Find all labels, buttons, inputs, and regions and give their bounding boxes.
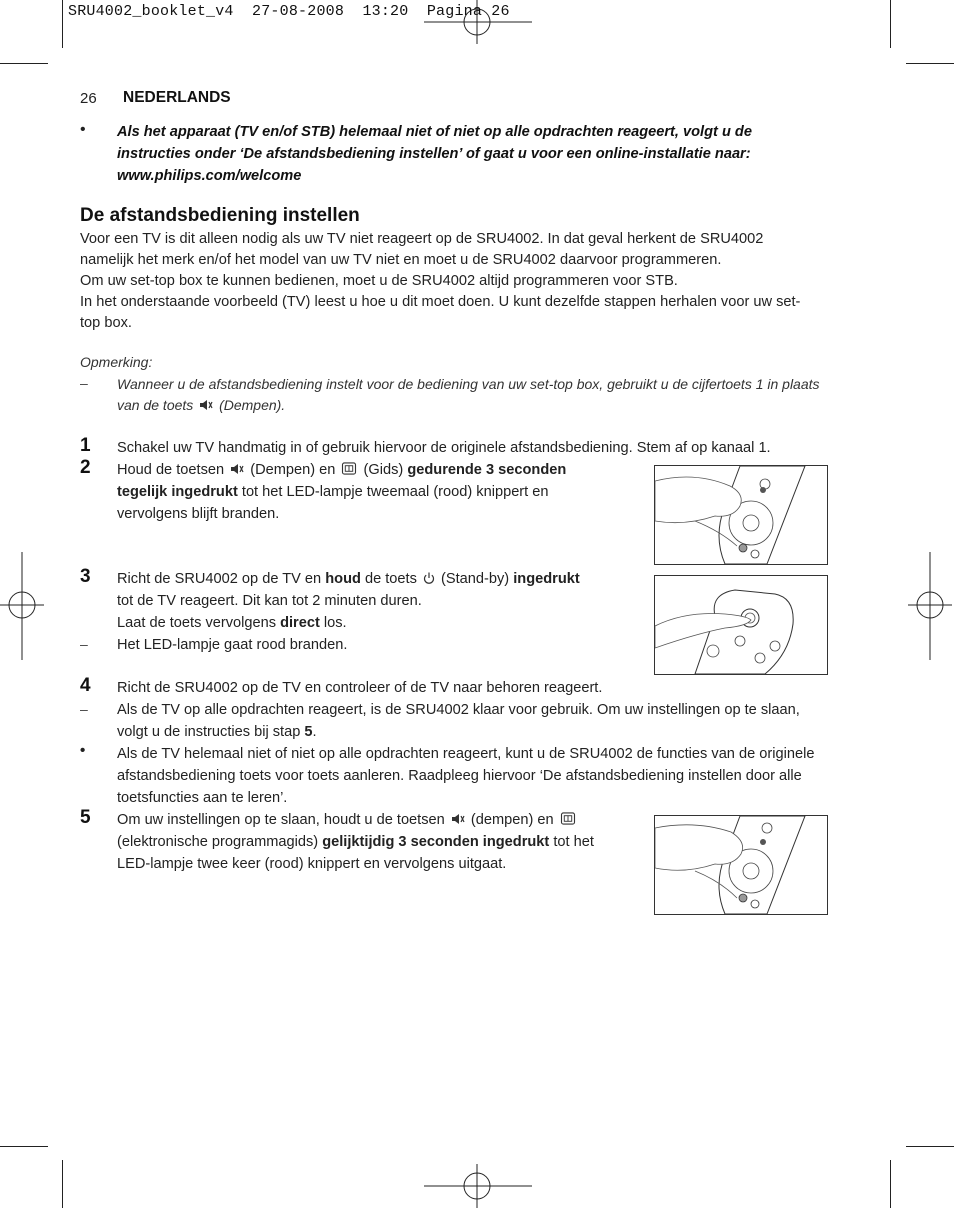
page-number: 26 (80, 90, 97, 107)
step-2-part: tot het LED-lampje tweemaal (rood) knippert en (241, 484, 549, 500)
step-3-part: Laat de toets vervolgens (117, 615, 277, 631)
mute-icon (451, 813, 465, 825)
note-text-part: (Dempen). (219, 397, 286, 413)
crop-mark (890, 0, 891, 48)
remote-hand-drawing (655, 816, 827, 914)
note-text (117, 374, 827, 416)
step-number: 4 (80, 675, 91, 696)
step-number: 2 (80, 457, 91, 478)
guide-icon (560, 812, 576, 825)
step-4-dash: – (80, 701, 88, 717)
step-2-emphasis: gedurende 3 seconden (407, 462, 567, 478)
note-text-part: Wanneer u de afstandsbediening instelt voor de bediening van uw set-top box, gebruikt u de cijfertoets 1 in plaats van de toets (117, 376, 820, 413)
crop-mark (0, 1146, 48, 1147)
step-number: 3 (80, 566, 91, 587)
illustration-hold-mute-guide (654, 465, 828, 565)
registration-mark-bottom (424, 1164, 532, 1208)
step-4-emphasis: 5 (304, 724, 313, 740)
crop-mark (890, 1160, 891, 1208)
step-5-part: (dempen) en (470, 812, 554, 828)
step-5-part: LED-lampje twee keer (rood) knippert en vervolgens uitgaat. (117, 856, 507, 872)
step-5-part: Om uw instellingen op te slaan, houdt u de toetsen (117, 812, 445, 828)
step-3-part: de toets (364, 571, 417, 587)
crop-mark (906, 1146, 954, 1147)
registration-mark-right (908, 552, 952, 660)
intro-paragraph: In het onderstaande voorbeeld (TV) leest u hoe u dit moet doen. U kunt dezelfde stappen herhalen voor uw set-top box. (80, 294, 801, 331)
bullet-symbol: • (80, 121, 86, 138)
step-5-part: tot het (553, 834, 594, 850)
print-slug: SRU4002_booklet_v4 27-08-2008 13:20 Pagina 26 (68, 3, 510, 20)
crop-mark (62, 1160, 63, 1208)
mute-icon (199, 399, 213, 411)
note-label: Opmerking: (80, 354, 153, 370)
step-2-part: (Gids) (363, 462, 404, 478)
step-4-bullet-text: Als de TV helemaal niet of niet op alle opdrachten reageert, kunt u de SRU4002 de functies van de originele afstandsbediening toets voor toets aanleren. Raadpleeg hiervoor ‘De afstandsbediening instellen door alle toetsfuncties aan te leren’. (117, 746, 815, 806)
step-2-text (117, 459, 627, 525)
step-2-part: Houd de toetsen (117, 462, 225, 478)
step-5-text (117, 809, 627, 875)
bullet-note-text: Als het apparaat (TV en/of STB) helemaal niet of niet op alle opdrachten reageert, volgt u de instructies onder ‘De afstandsbediening instellen’ of gaat u voor een online-installatie naar: www.philips.com/welcome (117, 124, 752, 184)
step-3-emphasis: direct (280, 615, 320, 631)
note-dash: – (80, 375, 88, 391)
guide-icon (341, 462, 357, 475)
step-3-emphasis: houd (325, 571, 361, 587)
step-5-emphasis: gelijktijdig 3 seconden ingedrukt (322, 834, 550, 850)
step-3-dash: – (80, 636, 88, 652)
crop-mark (0, 63, 48, 64)
step-2-part: (Dempen) en (250, 462, 336, 478)
section-intro (80, 229, 820, 334)
step-3-part: Richt de SRU4002 op de TV en (117, 571, 322, 587)
step-number: 5 (80, 807, 91, 828)
standby-icon (423, 572, 435, 584)
remote-hand-drawing (655, 466, 827, 564)
remote-standby-drawing (655, 576, 827, 674)
step-3-part: (Stand-by) (441, 571, 510, 587)
step-5-part: (elektronische programmagids) (117, 834, 319, 850)
step-4-text: Richt de SRU4002 op de TV en controleer of de TV naar behoren reageert. (117, 680, 603, 696)
illustration-save-settings (654, 815, 828, 915)
step-3-part: tot de TV reageert. Dit kan tot 2 minuten duren. (117, 593, 422, 609)
step-2-emphasis: tegelijk ingedrukt (117, 484, 238, 500)
section-title: De afstandsbediening instellen (80, 205, 360, 226)
crop-mark (62, 0, 63, 48)
intro-paragraph: Om uw set-top box te kunnen bedienen, moet u de SRU4002 altijd programmeren voor STB. (80, 273, 678, 289)
crop-mark (906, 63, 954, 64)
step-3-sub: Het LED-lampje gaat rood branden. (117, 637, 348, 653)
illustration-hold-standby (654, 575, 828, 675)
step-4-sub (117, 699, 817, 743)
language-heading: NEDERLANDS (123, 89, 231, 106)
intro-paragraph: Voor een TV is dit alleen nodig als uw TV niet reageert op de SRU4002. In dat geval herkent de SRU4002 namelijk het merk en/of het model van uw TV niet en moet u de SRU4002 daarvoor programmeren. (80, 231, 764, 268)
step-1-text: Schakel uw TV handmatig in of gebruik hiervoor de originele afstandsbediening. Stem af op kanaal 1. (117, 440, 771, 456)
mute-icon (230, 463, 244, 475)
step-4-part: . (312, 724, 317, 740)
registration-mark-left (0, 552, 44, 660)
step-4-bullet: • (80, 742, 86, 759)
step-number: 1 (80, 435, 91, 456)
step-3-part: los. (323, 615, 347, 631)
step-2-part: vervolgens blijft branden. (117, 506, 280, 522)
step-4-part: Als de TV op alle opdrachten reageert, is de SRU4002 klaar voor gebruik. Om uw instellingen op te slaan, volgt u de instructies bij stap (117, 702, 800, 740)
step-3-text (117, 568, 627, 634)
step-3-emphasis: ingedrukt (513, 571, 580, 587)
